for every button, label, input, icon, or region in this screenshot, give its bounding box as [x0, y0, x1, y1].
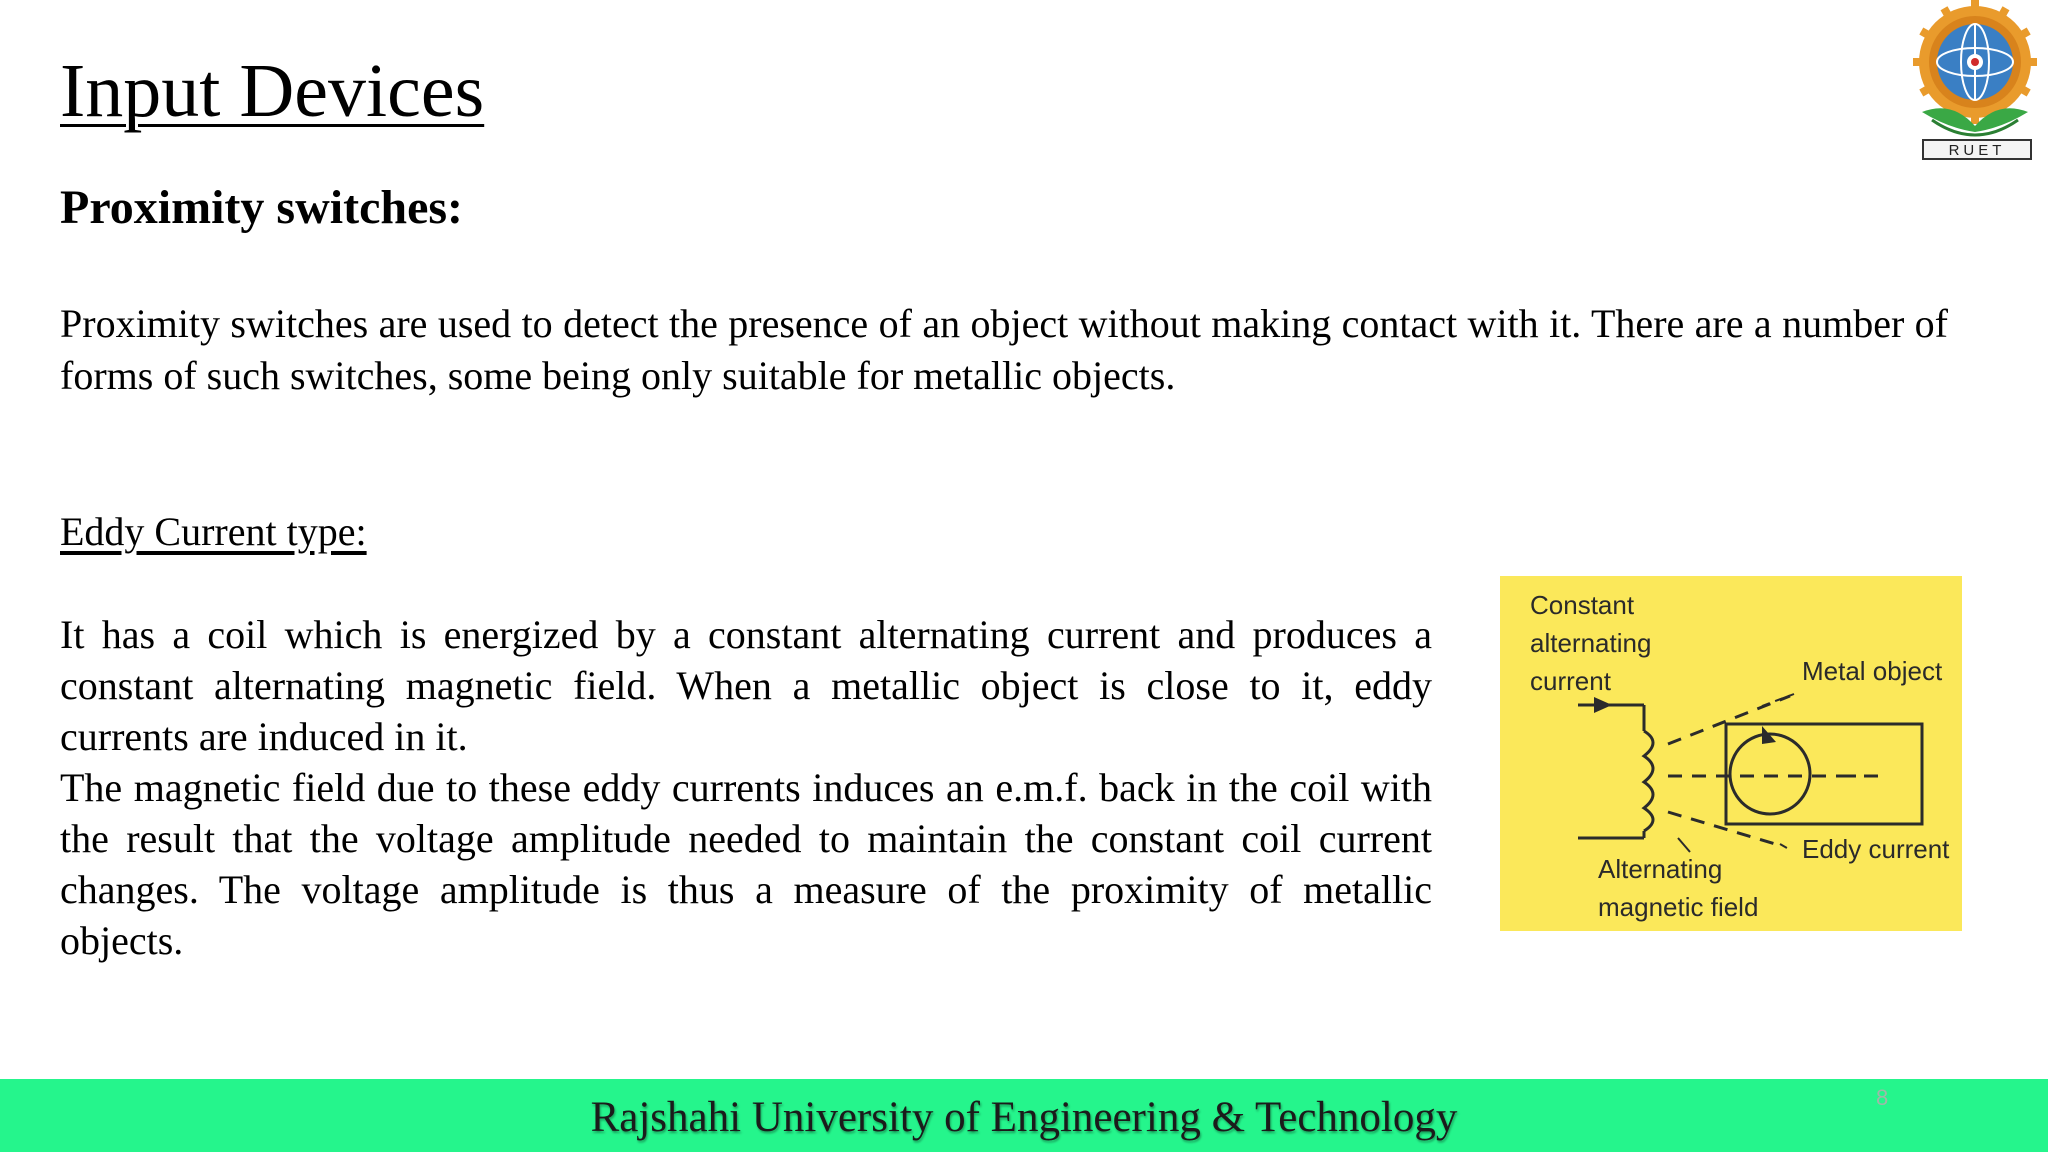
footer-institution: Rajshahi University of Engineering & Technology: [590, 1094, 1458, 1141]
body-paragraph-2: The magnetic field due to these eddy currents induces an e.m.f. back in the coil with the result that the voltage amplitude needed to maintain the constant coil current changes. The voltage amplitude is thus a measure of the proximity of metallic objects.: [60, 765, 1432, 963]
university-seal-icon: [1912, 0, 2038, 162]
label-eddy-current: Eddy current: [1802, 834, 1950, 864]
slide-title: Input Devices: [60, 49, 485, 133]
eddy-current-description: [60, 609, 1432, 966]
label-constant-line2: alternating: [1530, 628, 1652, 658]
eddy-current-heading: Eddy Current type:: [60, 509, 367, 554]
ruet-logo: [1912, 0, 2038, 162]
page-number: 8: [1876, 1085, 1889, 1110]
label-constant-line3: current: [1530, 666, 1611, 696]
ruet-logo-label: [1922, 139, 2032, 160]
label-constant-line1: Constant: [1530, 590, 1635, 620]
section-subtitle: Proximity switches:: [60, 181, 464, 234]
svg-text:RUET: RUET: [1948, 142, 2006, 158]
body-paragraph-1: It has a coil which is energized by a constant alternating current and produces a constant alternating magnetic field. When a metallic object is close to it, eddy currents are induced in it.: [60, 612, 1432, 759]
eddy-current-diagram: [1500, 576, 1962, 931]
label-alternating-line1: Alternating: [1598, 854, 1723, 884]
footer-bar: [0, 1079, 2048, 1152]
label-alternating-line2: magnetic field: [1598, 892, 1759, 922]
label-metal-object: Metal object: [1802, 656, 1943, 686]
intro-paragraph: Proximity switches are used to detect the presence of an object without making contact with it. There are a number of forms of such switches, some being only suitable for metallic objects.: [60, 301, 1948, 398]
